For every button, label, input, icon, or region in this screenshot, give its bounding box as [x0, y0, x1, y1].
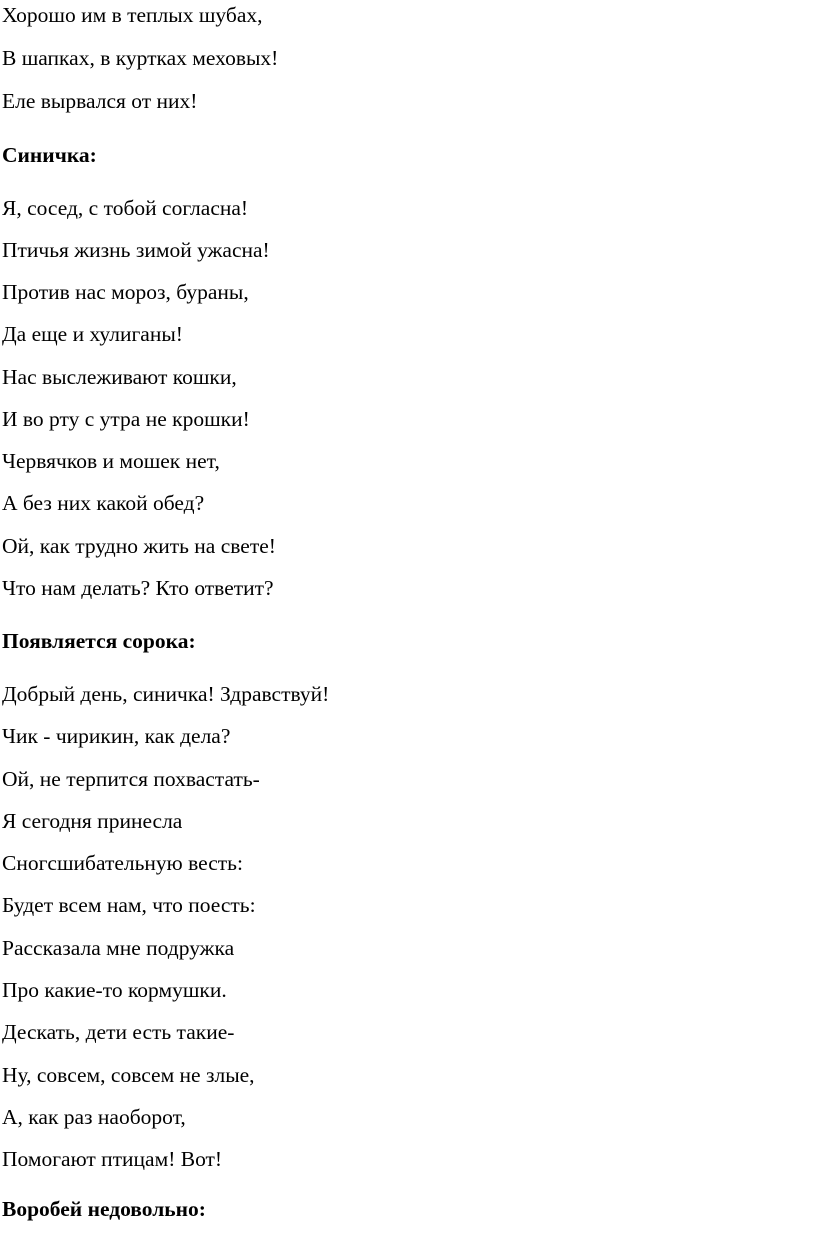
- verse-line: А без них какой обед?: [2, 491, 205, 515]
- verse-line: Ой, как трудно жить на свете!: [2, 534, 276, 558]
- verse-line: Что нам делать? Кто ответит?: [2, 576, 274, 600]
- verse-line: Будет всем нам, что поесть:: [2, 893, 256, 917]
- verse-line: Добрый день, синичка! Здравствуй!: [2, 682, 330, 706]
- verse-line: Птичья жизнь зимой ужасна!: [2, 238, 270, 262]
- verse-line: Дескать, дети есть такие-: [2, 1020, 235, 1044]
- verse-line: Рассказала мне подружка: [2, 936, 235, 960]
- verse-line: Еле вырвался от них!: [2, 89, 198, 113]
- verse-line: А, как раз наоборот,: [2, 1105, 186, 1129]
- speaker-heading: Воробей недовольно:: [2, 1197, 206, 1221]
- speaker-heading: Синичка:: [2, 143, 97, 167]
- verse-line: Червячков и мошек нет,: [2, 449, 220, 473]
- verse-line: Я сегодня принесла: [2, 809, 183, 833]
- verse-line: Помогают птицам! Вот!: [2, 1147, 223, 1171]
- verse-line: И во рту с утра не крошки!: [2, 407, 250, 431]
- verse-line: Про какие-то кормушки.: [2, 978, 227, 1002]
- verse-line: Ой, не терпится похвастать-: [2, 767, 260, 791]
- verse-line: Я, сосед, с тобой согласна!: [2, 196, 249, 220]
- speaker-heading: Появляется сорока:: [2, 629, 196, 653]
- verse-line: Чик - чирикин, как дела?: [2, 724, 231, 748]
- verse-line: Хорошо им в теплых шубах,: [2, 3, 263, 27]
- verse-line: В шапках, в куртках меховых!: [2, 46, 279, 70]
- verse-line: Против нас мороз, бураны,: [2, 280, 249, 304]
- verse-line: Да еще и хулиганы!: [2, 322, 183, 346]
- verse-line: Нас выслеживают кошки,: [2, 365, 237, 389]
- verse-line: Сногсшибательную весть:: [2, 851, 243, 875]
- verse-line: Ну, совсем, совсем не злые,: [2, 1063, 255, 1087]
